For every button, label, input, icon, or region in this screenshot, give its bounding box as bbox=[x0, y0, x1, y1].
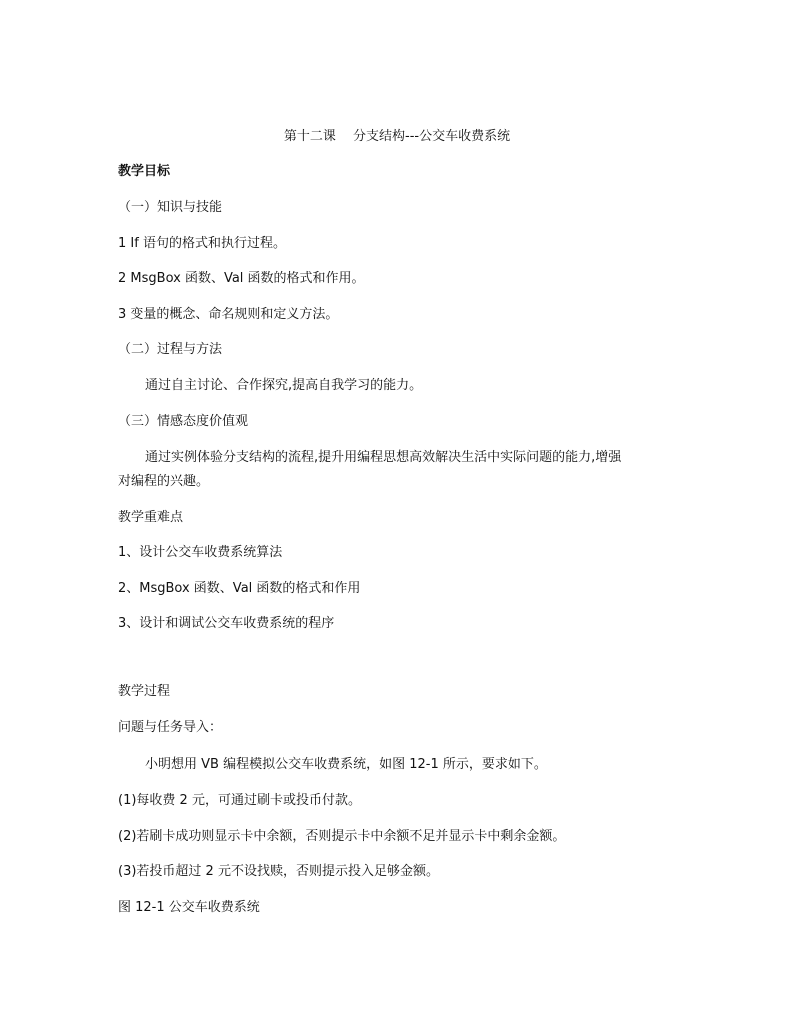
key-point-item: 3、设计和调试公交车收费系统的程序 bbox=[118, 616, 335, 631]
section-heading-process: （二）过程与方法 bbox=[118, 342, 223, 357]
task-text: 小明想用 VB 编程模拟公交车收费系统，如图 12-1 所示，要求如下。 bbox=[145, 757, 547, 772]
page-title: 第十二课 分支结构---公交车收费系统 bbox=[283, 129, 511, 144]
figure-caption: 图 12-1 公交车收费系统 bbox=[118, 900, 260, 915]
process-heading: 教学过程 bbox=[118, 684, 171, 699]
attitude-text-line1: 通过实例体验分支结构的流程,提升用编程思想高效解决生活中实际问题的能力,增强 bbox=[145, 450, 622, 465]
requirement-item: (2)若刷卡成功则显示卡中余额，否则提示卡中余额不足并显示卡中剩余金额。 bbox=[118, 829, 566, 844]
requirement-item: (1)每收费 2 元，可通过刷卡或投币付款。 bbox=[118, 793, 361, 808]
task-intro: 问题与任务导入： bbox=[118, 720, 223, 735]
process-text: 通过自主讨论、合作探究,提高自我学习的能力。 bbox=[145, 378, 423, 393]
section-heading-knowledge: （一）知识与技能 bbox=[118, 200, 223, 215]
knowledge-item: 2 MsgBox 函数、Val 函数的格式和作用。 bbox=[118, 271, 365, 286]
requirement-item: (3)若投币超过 2 元不设找赎，否则提示投入足够金额。 bbox=[118, 864, 439, 879]
section-heading-attitude: （三）情感态度价值观 bbox=[118, 414, 249, 429]
attitude-text-line2: 对编程的兴趣。 bbox=[118, 474, 210, 489]
key-point-item: 2、MsgBox 函数、Val 函数的格式和作用 bbox=[118, 581, 361, 596]
knowledge-item: 1 If 语句的格式和执行过程。 bbox=[118, 236, 286, 251]
objectives-heading: 教学目标 bbox=[118, 164, 171, 179]
knowledge-item: 3 变量的概念、命名规则和定义方法。 bbox=[118, 307, 339, 322]
key-points-heading: 教学重难点 bbox=[118, 510, 184, 525]
key-point-item: 1、设计公交车收费系统算法 bbox=[118, 545, 283, 560]
